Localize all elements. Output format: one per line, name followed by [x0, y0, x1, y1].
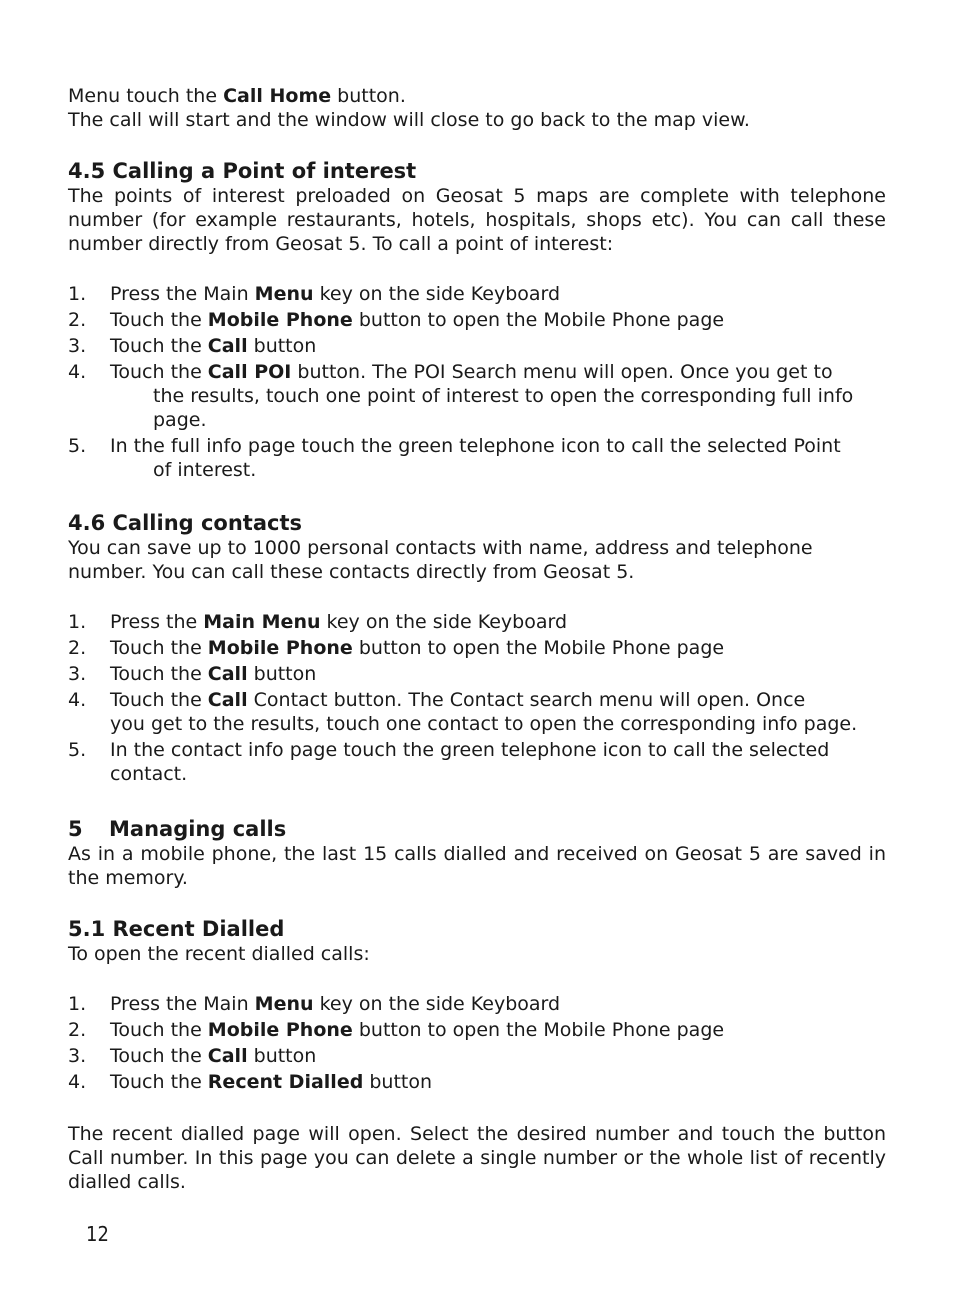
- section-5-heading: 5 Managing calls: [68, 817, 287, 841]
- page-number: 12: [86, 1222, 109, 1246]
- list-item: 4. Touch the Call Contact button. The Contact search menu will open. Once you get to the results, touch one contact to open the corresponding info page.: [68, 689, 858, 735]
- section-5-1-body: To open the recent dialled calls:: [68, 943, 370, 965]
- list-item: 4. Touch the Call POI button. The POI Search menu will open. Once you get to the results, touch one point of interest to open the corresponding full info page.: [68, 361, 854, 431]
- manual-page: [68, 84, 886, 1194]
- section-5-1-closing: The recent dialled page will open. Select the desired number and touch the button Call number. In this page you can delete a single number or the whole list of recently dialled calls.: [68, 1123, 886, 1193]
- list-item: 3. Touch the Call button: [68, 1045, 317, 1067]
- list-item: 1. Press the Main Menu key on the side Keyboard: [68, 611, 568, 633]
- intro-line-2: The call will start and the window will close to go back to the map view.: [68, 109, 750, 131]
- section-5-body: As in a mobile phone, the last 15 calls dialled and received on Geosat 5 are saved in the memory.: [68, 843, 886, 889]
- list-item: 3. Touch the Call button: [68, 663, 317, 685]
- list-item: 1. Press the Main Menu key on the side Keyboard: [68, 283, 561, 305]
- list-item: 1. Press the Main Menu key on the side Keyboard: [68, 993, 561, 1015]
- section-4-5-body: The points of interest preloaded on Geosat 5 maps are complete with telephone number (for example restaurants, hotels, hospitals, shops etc). You can call these number directly from Geosat 5. To call a point of interest:: [68, 185, 886, 255]
- section-4-6-steps: [68, 610, 886, 786]
- section-4-6-body: You can save up to 1000 personal contacts with name, address and telephone number. You can call these contacts directly from Geosat 5.: [68, 537, 813, 583]
- section-4-6-heading: 4.6 Calling contacts: [68, 511, 303, 535]
- list-item: 4. Touch the Recent Dialled button: [68, 1071, 433, 1093]
- intro-line-1: Menu touch the Call Home button.: [68, 85, 406, 107]
- list-item: 5. In the contact info page touch the green telephone icon to call the selected contact.: [68, 739, 830, 785]
- list-item: 5. In the full info page touch the green telephone icon to call the selected Point of interest.: [68, 435, 841, 481]
- list-item: 3. Touch the Call button: [68, 335, 317, 357]
- section-4-5-heading: 4.5 Calling a Point of interest: [68, 159, 417, 183]
- section-5-1-steps: [68, 992, 886, 1094]
- section-5-1-heading: 5.1 Recent Dialled: [68, 917, 285, 941]
- list-item: 2. Touch the Mobile Phone button to open the Mobile Phone page: [68, 309, 725, 331]
- section-4-5-steps: [68, 282, 886, 482]
- list-item: 2. Touch the Mobile Phone button to open the Mobile Phone page: [68, 637, 725, 659]
- list-item: 2. Touch the Mobile Phone button to open the Mobile Phone page: [68, 1019, 725, 1041]
